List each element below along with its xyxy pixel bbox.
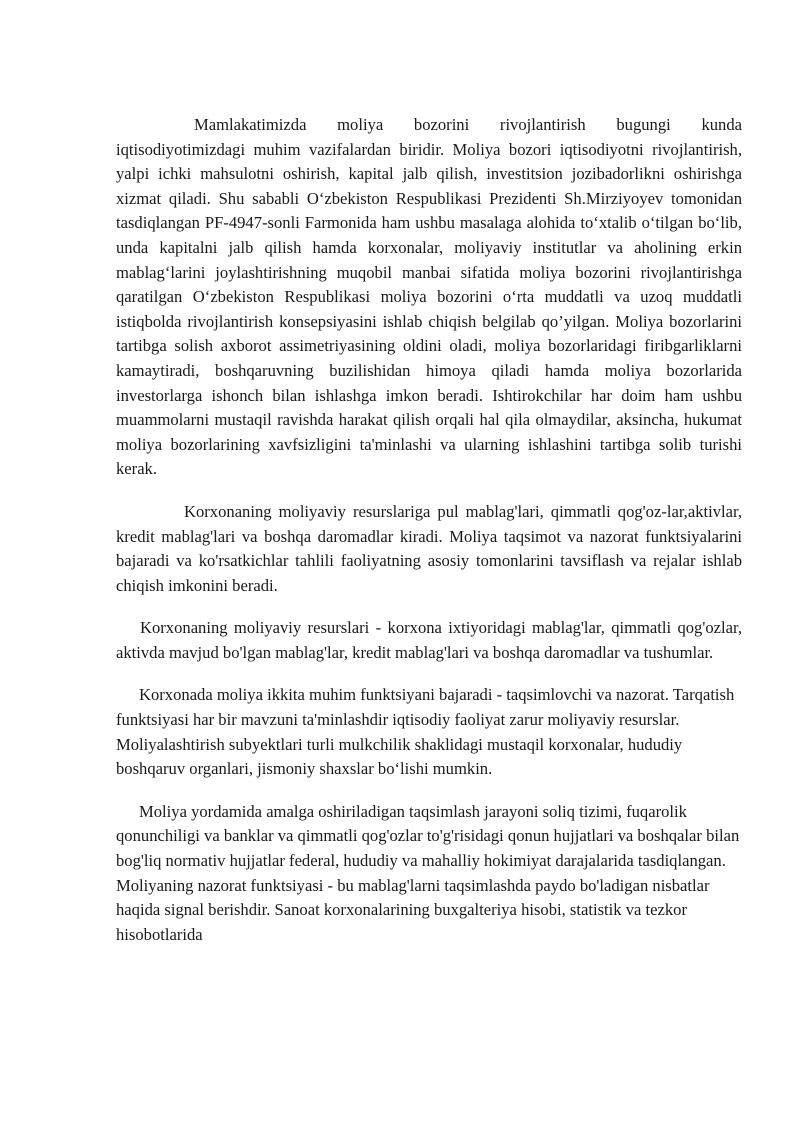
paragraph-financial-resources: Korxonaning moliyaviy resurslariga pul mablag'lari, qimmatli qog'oz-lar,aktivlar, kredit mablag'lari va boshqa daromadlar kiradi. Moliya taqsimot va nazorat funktsiyalarini bajaradi va ko'rsatkichlar tahlili faoliyatning asosiy tomonlarini tavsiflash va rejalar ishlab chiqish imkonini beradi. xyxy=(116,501,742,595)
document-page xyxy=(116,113,742,947)
paragraph-finance-functions: Korxonada moliya ikkita muhim funktsiyani bajaradi - taqsimlovchi va nazorat. Tarqatish funktsiyasi har bir mavzuni ta'minlashdir iqtisodiy faoliyat zarur moliyaviy resurslar. Moliyalashtirish subyektlari turli mulkchilik shaklidagi mustaqil korxonalar, hududiy boshqaruv organlari, jismoniy shaxslar bo‘lishi mumkin. xyxy=(116,685,735,779)
paragraph-financial-market: Mamlakatimizda moliya bozorini rivojlantirish bugungi kunda iqtisodiyotimizdagi muhim vazifalardan biridir. Moliya bozori iqtisodiyotni rivojlantirish, yalpi ichki mahsulotni oshirish, kapital jalb qilish, investitsion jozibadorlikni oshirishga xizmat qiladi. Shu sababli O‘zbekiston Respublikasi Prezidenti Sh.Mirziyoyev tomonidan tasdiqlangan PF-4947-sonli Farmonida ham ushbu masalaga alohida to‘xtalib o‘tilgan bo‘lib, unda kapitalni jalb qilish hamda korxonalar, moliyaviy institutlar va aholining erkin mablag‘larini joylashtirishning muqobil manbai sifatida moliya bozorini rivojlantirishga qaratilgan O‘zbekiston Respublikasi moliya bozorini o‘rta muddatli va uzoq muddatli istiqbolda rivojlantirish konsepsiyasini ishlab chiqish belgilab qo’yilgan. Moliya bozorlarini tartibga solish axborot assimetriyasining oldini oladi, moliya bozorlaridagi firibgarliklarni kamaytiradi, boshqaruvning buzilishidan himoya qiladi hamda moliya bozorlarida investorlarga ishonch bilan ishlashga imkon beradi. Ishtirokchilar har doim ham ushbu muammolarni mustaqil ravishda harakat qilish orqali hal qila olmaydilar, aksincha, hukumat moliya bozorlarining xavfsizligini ta'minlashi va ularning ishlashini tartibga solib turishi kerak. xyxy=(116,115,742,479)
paragraph-resources-definition: Korxonaning moliyaviy resurslari - korxona ixtiyoridagi mablag'lar, qimmatli qog'ozlar, aktivda mavjud bo'lgan mablag'lar, kredit mablag'lari va boshqa daromadlar va tushumlar. xyxy=(116,618,742,662)
paragraph-distribution-process: Moliya yordamida amalga oshiriladigan taqsimlash jarayoni soliq tizimi, fuqarolik qonunchiligi va banklar va qimmatli qog'ozlar to'g'risidagi qonun hujjatlari va boshqalar bilan bog'liq normativ hujjatlar federal, hududiy va mahalliy hokimiyat darajalarida tasdiqlangan. Moliyaning nazorat funktsiyasi - bu mablag'larni taqsimlashda paydo bo'ladigan nisbatlar haqida signal berishdir. Sanoat korxonalarining buxgalteriya hisobi, statistik va tezkor hisobotlarida xyxy=(116,801,740,944)
